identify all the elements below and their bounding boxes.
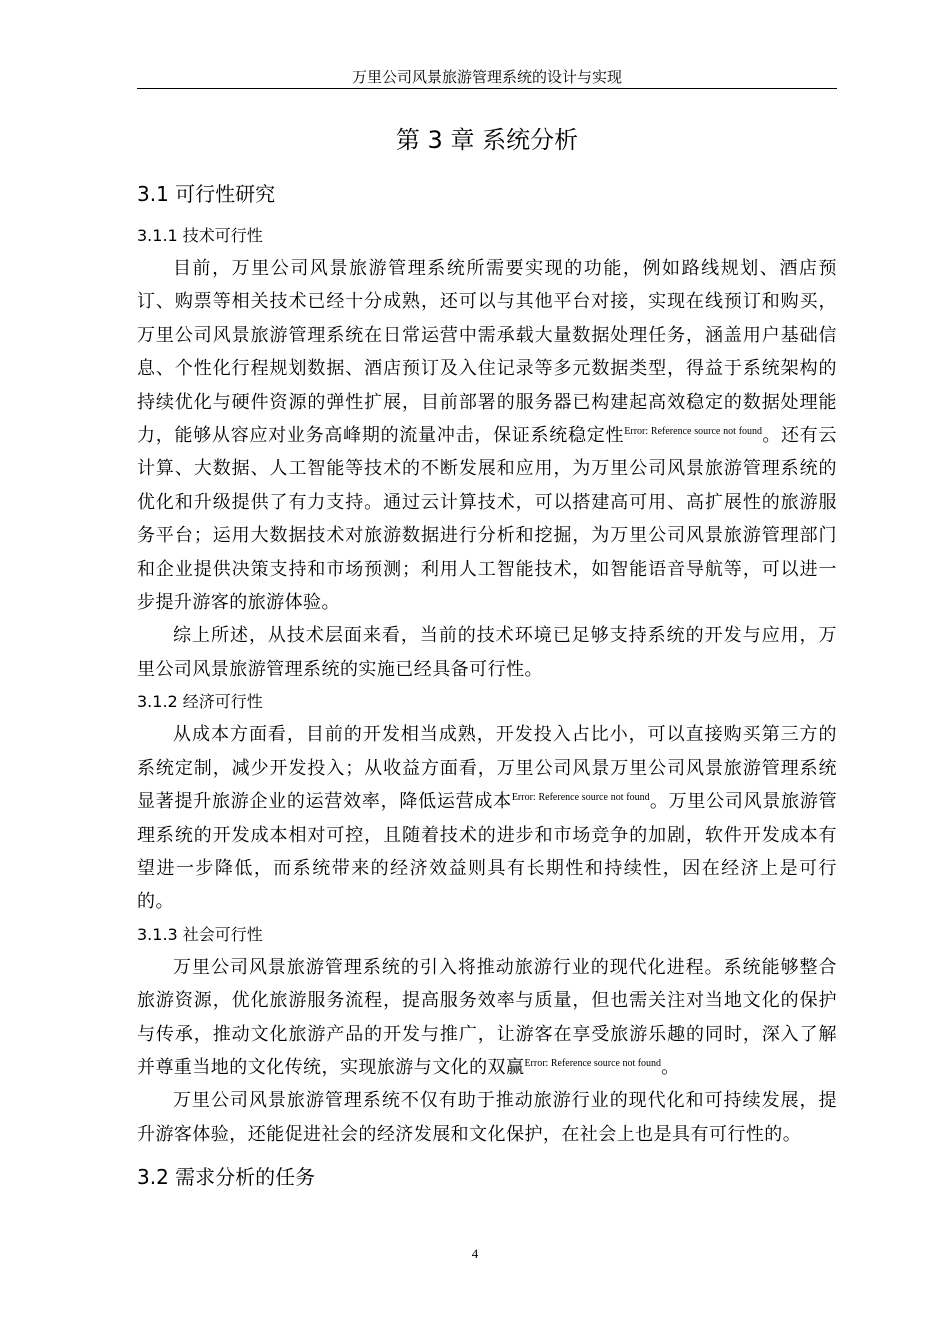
page-header: 万里公司风景旅游管理系统的设计与实现 [137, 66, 837, 89]
tech-p1-text-a: 目前，万里公司风景旅游管理系统所需要实现的功能，例如路线规划、酒店预订、购票等相关技术已经十分成熟，还可以与其他平台对接，实现在线预订和购买，万里公司风景旅游管理系统在日常运营中需承载大量数据处理任务，涵盖用户基础信息、个性化行程规划数据、酒店预订及入住记录等多元数据类型，得益于系统架构的持续优化与硬件资源的弹性扩展，目前部署的服务器已构建起高效稳定的数据处理能力，能够从容应对业务高峰期的流量冲击，保证系统稳定性 [137, 258, 837, 447]
social-p1-text-a: 万里公司风景旅游管理系统的引入将推动旅游行业的现代化进程。系统能够整合旅游资源，优化旅游服务流程，提高服务效率与质量，但也需关注对当地文化的保护与传承，推动文化旅游产品的开发与推广，让游客在享受旅游乐趣的同时，深入了解并尊重当地的文化传统，实现旅游与文化的双赢 [137, 956, 837, 1078]
tech-paragraph-1 [137, 252, 837, 619]
page-content [137, 118, 837, 1203]
chapter-title: 第 3 章 系统分析 [395, 126, 579, 154]
page-number: 4 [471, 1246, 479, 1261]
subsection-3-1-1-title: 3.1.1 技术可行性 [137, 226, 263, 245]
econ-p1-text-b: 。万里公司风景旅游管理系统的开发成本相对可控，且随着技术的进步和市场竞争的加剧，软件开发成本有望进一步降低，而系统带来的经济效益则具有长期性和持续性，因在经济上是可行的。 [137, 791, 838, 913]
social-p1-text-b: 。 [661, 1056, 680, 1078]
econ-p1-text-a: 从成本方面看，目前的开发相当成熟，开发投入占比小，可以直接购买第三方的系统定制，减少开发投入；从收益方面看，万里公司风景万里公司风景旅游管理系统显著提升旅游企业的运营效率，降低运营成本 [137, 724, 837, 813]
social-citation-error: Error: Reference source not found [524, 1057, 662, 1069]
section-3-2-title: 3.2 需求分析的任务 [137, 1165, 316, 1190]
econ-paragraph-1 [137, 718, 837, 918]
subsection-3-1-3-title: 3.1.3 社会可行性 [137, 924, 263, 944]
tech-citation-error: Error: Reference source not found [624, 426, 763, 438]
social-paragraph-1 [137, 951, 837, 1085]
econ-citation-error: Error: Reference source not found [511, 792, 650, 804]
social-paragraph-2: 万里公司风景旅游管理系统不仅有助于推动旅游行业的现代化和可持续发展，提升游客体验，还能促进社会的经济发展和文化保护，在社会上也是具有可行性的。 [137, 1090, 837, 1145]
tech-p1-text-b: 。还有云计算、大数据、人工智能等技术的不断发展和应用，为万里公司风景旅游管理系统的优化和升级提供了有力支持。通过云计算技术，可以搭建高可用、高扩展性的旅游服务平台；运用大数据技术对旅游数据进行分析和挖掘，为万里公司风景旅游管理部门和企业提供决策支持和市场预测；利用人工智能技术，如智能语音导航等，可以进一步提升游客的旅游体验。 [137, 425, 837, 614]
section-3-1-title: 3.1 可行性研究 [137, 182, 276, 206]
tech-paragraph-2: 综上所述，从技术层面来看，当前的技术环境已足够支持系统的开发与应用，万里公司风景旅游管理系统的实施已经具备可行性。 [137, 625, 837, 680]
subsection-3-1-2-title: 3.1.2 经济可行性 [137, 692, 263, 712]
